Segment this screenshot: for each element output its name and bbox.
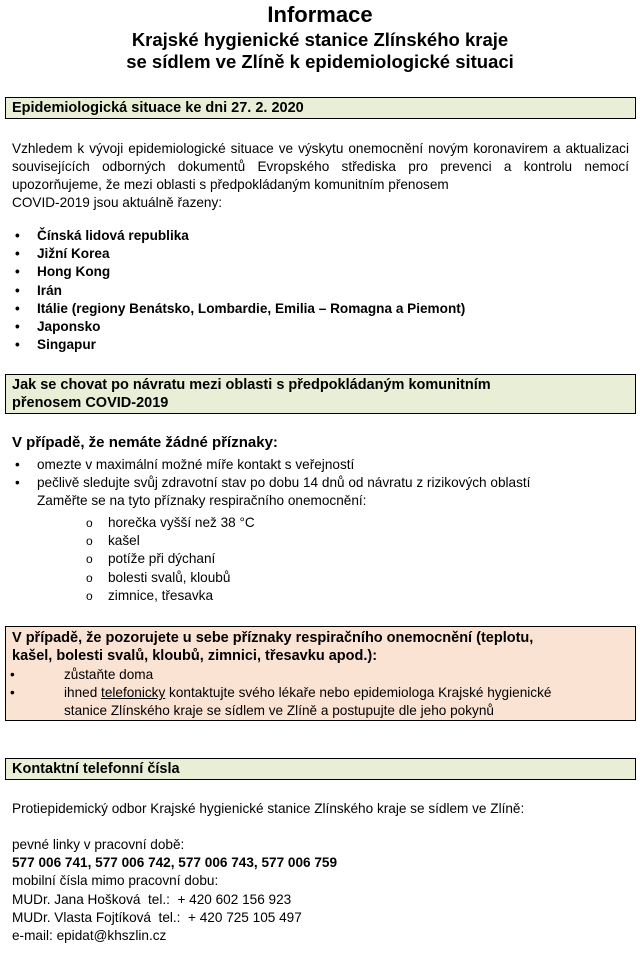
list-item: • Jižní Korea: [15, 246, 110, 262]
mobile-label: mobilní čísla mimo pracovní dobu:: [12, 873, 219, 889]
no-symptoms-heading: V případě, že nemáte žádné příznaky:: [12, 434, 278, 451]
contacts-block: [12, 836, 337, 945]
title-main: Informace: [267, 2, 373, 27]
situation-text-end: COVID-2019 jsou aktuálně řazeny:: [12, 195, 223, 210]
title-line-2: Krajské hygienické stanice Zlínského kraje: [131, 28, 509, 50]
heading-line: Jak se chovat po návratu mezi oblasti s předpokládaným komunitním: [12, 377, 491, 393]
country-list: [12, 227, 465, 354]
list-item: • zůstaňte doma: [10, 667, 154, 682]
contacts-intro: Protiepidemický odbor Krajské hygienické stanice Zlínského kraje se sídlem ve Zlíně:: [12, 801, 525, 816]
situation-paragraph: [12, 140, 629, 212]
list-item: • pečlivě sledujte svůj zdravotní stav po dobu 14 dnů od návratu z rizikových oblastí Zaměřte se na tyto příznaky respiračního onemocnění:: [15, 475, 531, 509]
phone-link: telefonicky: [101, 685, 166, 701]
email-contact: e-mail: epidat@khszlin.cz: [12, 928, 167, 944]
heading-line: kašel, bolesti svalů, kloubů, zimnici, třesavku apod.):: [12, 648, 378, 664]
fixed-lines-label: pevné linky v pracovní době:: [12, 837, 185, 852]
fixed-phone-numbers: 577 006 741, 577 006 742, 577 006 743, 577 006 759: [12, 855, 338, 871]
list-item: o potíže při dýchaní: [86, 551, 216, 567]
symptoms-action-list: [6, 666, 631, 721]
contact-person: MUDr. Vlasta Fojtíková tel.: + 420 725 105 497: [12, 909, 302, 925]
heading-line: přenosem COVID-2019: [12, 395, 169, 411]
list-item: • Irán: [15, 282, 62, 298]
heading-line: V případě, že pozorujete u sebe příznaky respiračního onemocnění (teplotu,: [12, 630, 534, 646]
list-item: • Singapur: [15, 337, 96, 353]
list-item: • omezte v maximální možné míře kontakt s veřejností: [15, 457, 355, 472]
list-item: • Japonsko: [15, 319, 101, 335]
title-line-3: se sídlem ve Zlíně k epidemiologické situaci: [126, 51, 514, 73]
list-item: • Hong Kong: [15, 264, 111, 280]
list-item: o kašel: [86, 533, 140, 549]
list-item: o horečka vyšší než 38 °C: [86, 515, 255, 530]
list-item: o bolesti svalů, kloubů: [86, 569, 231, 585]
list-item: o zimnice, třesavka: [86, 587, 214, 603]
section-heading-situation: Epidemiologická situace ke dni 27. 2. 2020: [5, 97, 636, 119]
symptom-list: [84, 514, 255, 605]
contact-person: MUDr. Jana Hošková tel.: + 420 602 156 923: [12, 891, 292, 907]
list-item: • Itálie (regiony Benátsko, Lombardie, Emilia – Romagna a Piemont): [15, 300, 466, 316]
situation-text: Vzhledem k vývoji epidemiologické situace ve výskytu onemocnění novým koronavirem a aktualizaci souvisejících odborných dokumentů Evropského střediska pro prevenci a kontrolu nemocí upozorňujeme, že mezi oblasti s předpokládaným komunitním přenosem: [12, 141, 629, 192]
section-heading-return: [5, 374, 636, 414]
no-symptoms-list: [12, 456, 629, 511]
list-item: • Čínská lidová republika: [15, 228, 189, 243]
list-item: • ihned telefonicky kontaktujte svého lékaře nebo epidemiologa Krajské hygienické stanice Zlínského kraje se sídlem ve Zlíně a postupujte dle jeho pokynů: [10, 685, 552, 719]
section-heading-contacts: Kontaktní telefonní čísla: [5, 758, 636, 780]
document-title: [0, 2, 640, 74]
section-symptoms-box: [5, 626, 636, 721]
